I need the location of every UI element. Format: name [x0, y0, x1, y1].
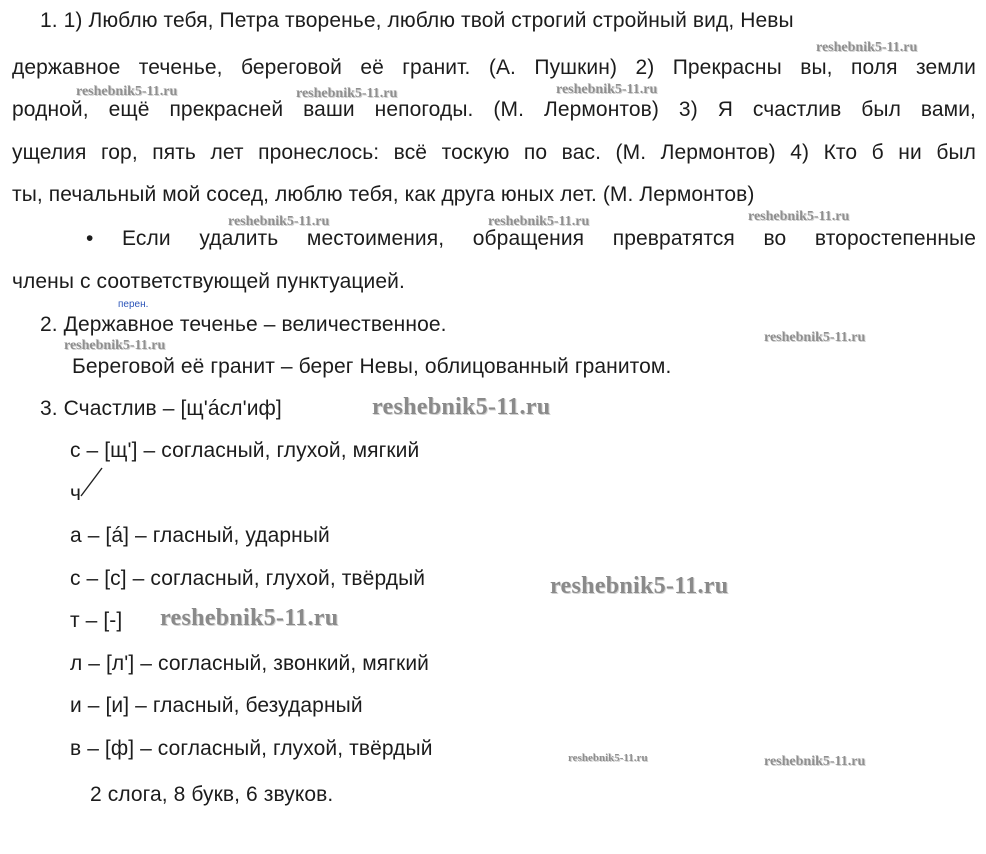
- p1-line-4: ущелия гор, пять лет пронеслось: всё тоскую по вас. (М. Лермонтов) 4) Кто б ни был: [12, 141, 976, 164]
- watermark: reshebnik5-11.ru: [228, 214, 330, 229]
- p1-line-3: родной, ещё прекрасней ваши непогоды. (М. Лермонтов) 3) Я счастлив был вами,: [12, 98, 976, 121]
- handwritten-stroke-icon: [78, 462, 108, 502]
- p1-line-5: ты, печальный мой сосед, люблю тебя, как друга юных лет. (М. Лермонтов): [12, 183, 755, 206]
- p3-line-10: 2 слога, 8 букв, 6 звуков.: [90, 783, 334, 806]
- watermark: reshebnik5-11.ru: [568, 752, 648, 764]
- p3-line-9: в – [ф] – согласный, глухой, твёрдый: [70, 737, 433, 760]
- watermark: reshebnik5-11.ru: [64, 338, 166, 353]
- p3-line-4: а – [á] – гласный, ударный: [70, 524, 330, 547]
- watermark: reshebnik5-11.ru: [764, 754, 866, 769]
- p3-line-7: л – [л'] – согласный, звонкий, мягкий: [70, 652, 429, 675]
- p3-line-2: с – [щ'] – согласный, глухой, мягкий: [70, 439, 420, 462]
- bullet-line-1: • Если удалить местоимения, обращения превратятся во второстепенные: [86, 227, 976, 250]
- p3-line-1: 3. Счастлив – [щ'áсл'иф]: [40, 397, 282, 420]
- p1-line-1: 1. 1) Люблю тебя, Петра творенье, люблю твой строгий стройный вид, Невы: [40, 9, 794, 32]
- watermark: reshebnik5-11.ru: [556, 82, 658, 97]
- p1-line-2: державное теченье, береговой её гранит. (А. Пушкин) 2) Прекрасны вы, поля земли: [12, 56, 976, 79]
- p3-line-6: т – [-]: [70, 609, 123, 632]
- watermark: reshebnik5-11.ru: [816, 40, 918, 55]
- watermark: reshebnik5-11.ru: [76, 84, 178, 99]
- watermark: reshebnik5-11.ru: [764, 330, 866, 345]
- watermark: reshebnik5-11.ru: [296, 86, 398, 101]
- watermark: reshebnik5-11.ru: [160, 605, 339, 631]
- watermark: reshebnik5-11.ru: [550, 573, 729, 599]
- p3-line-5: с – [с] – согласный, глухой, твёрдый: [70, 567, 426, 590]
- watermark: reshebnik5-11.ru: [748, 209, 850, 224]
- watermark: reshebnik5-11.ru: [488, 214, 590, 229]
- p3-line-3: ч: [70, 482, 82, 505]
- p3-line-8: и – [и] – гласный, безударный: [70, 694, 363, 717]
- bullet-line-2: члены с соответствующей пунктуацией.: [12, 270, 405, 293]
- correction-note: перен.: [118, 299, 149, 310]
- watermark: reshebnik5-11.ru: [372, 394, 551, 420]
- p2-line-2: Береговой её гранит – берег Невы, облицованный гранитом.: [72, 355, 672, 378]
- p2-line-1: 2. Державное теченье – величественное.: [40, 313, 447, 336]
